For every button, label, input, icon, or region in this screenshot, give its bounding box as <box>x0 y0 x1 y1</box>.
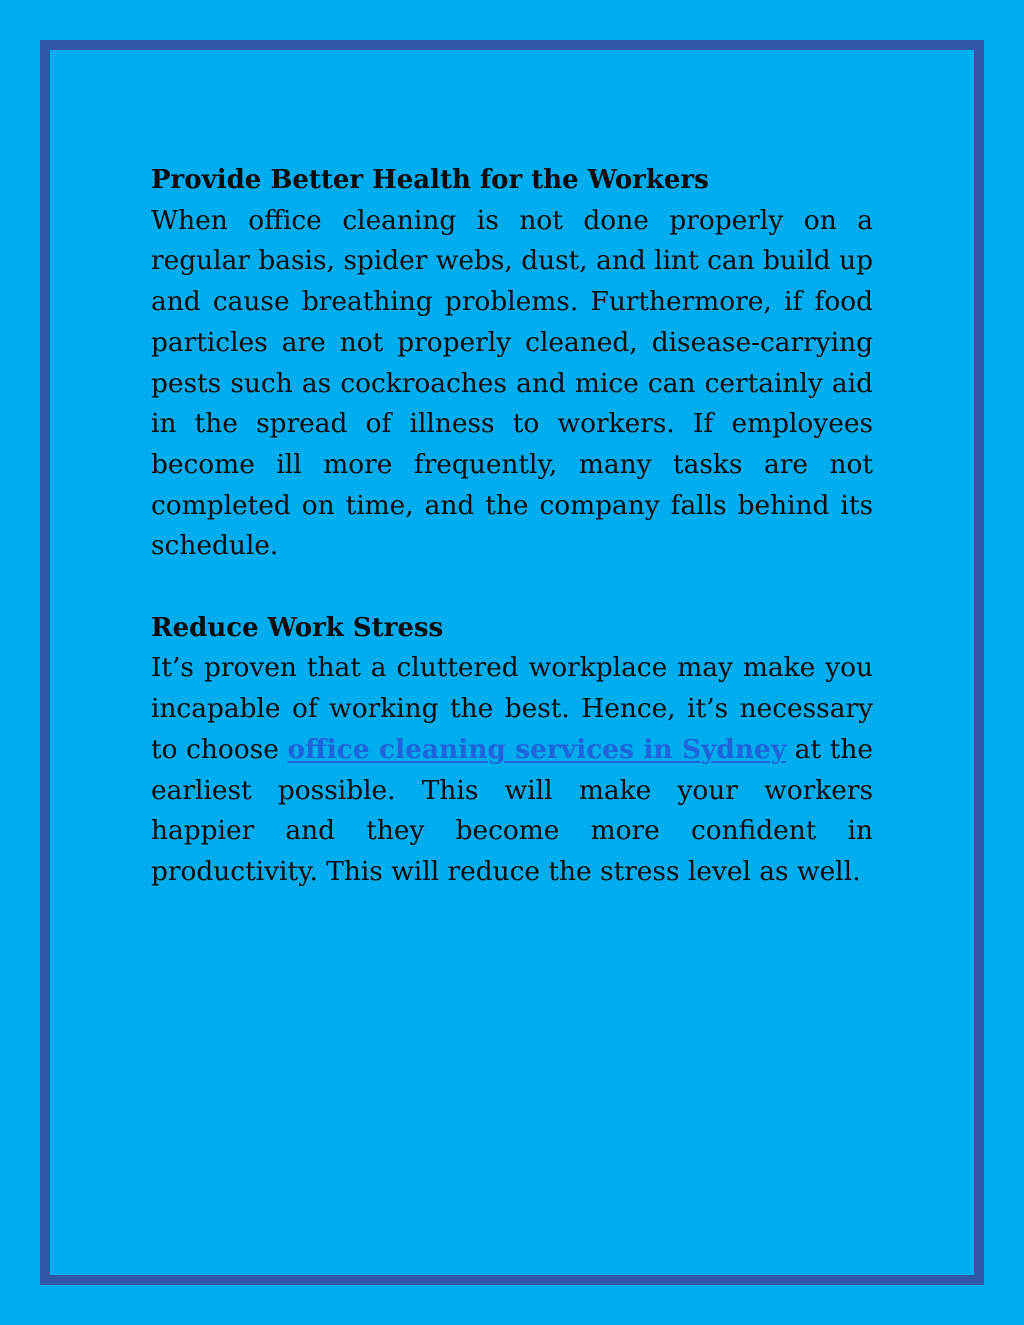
paragraph-spacer <box>151 567 873 608</box>
section-heading-health: Provide Better Health for the Workers <box>151 165 709 195</box>
body-text-before-link: It’s proven that a cluttered workplace may make you incapable of working the best. Hence, it’s necessary to choose <box>151 652 873 765</box>
office-cleaning-services-link[interactable]: office cleaning services in Sydney <box>287 733 787 765</box>
section-heading-stress: Reduce Work Stress <box>151 612 444 643</box>
document-content <box>151 160 873 893</box>
section-body-stress <box>151 648 873 892</box>
body-text-after-link: at the earliest possible. This will make your workers happier and they become more confident in productivity. This will reduce the stress level as well. <box>151 733 873 887</box>
section-body-health: When office cleaning is not done properly on a regular basis, spider webs, dust, and lint can build up and cause breathing problems. Furthermore, if food particles are not properly cleaned, disease-carrying pests such as cockroaches and mice can certainly aid in the spread of illness to workers. If employees become ill more frequently, many tasks are not completed on time, and the company falls behind its schedule. <box>151 204 873 562</box>
